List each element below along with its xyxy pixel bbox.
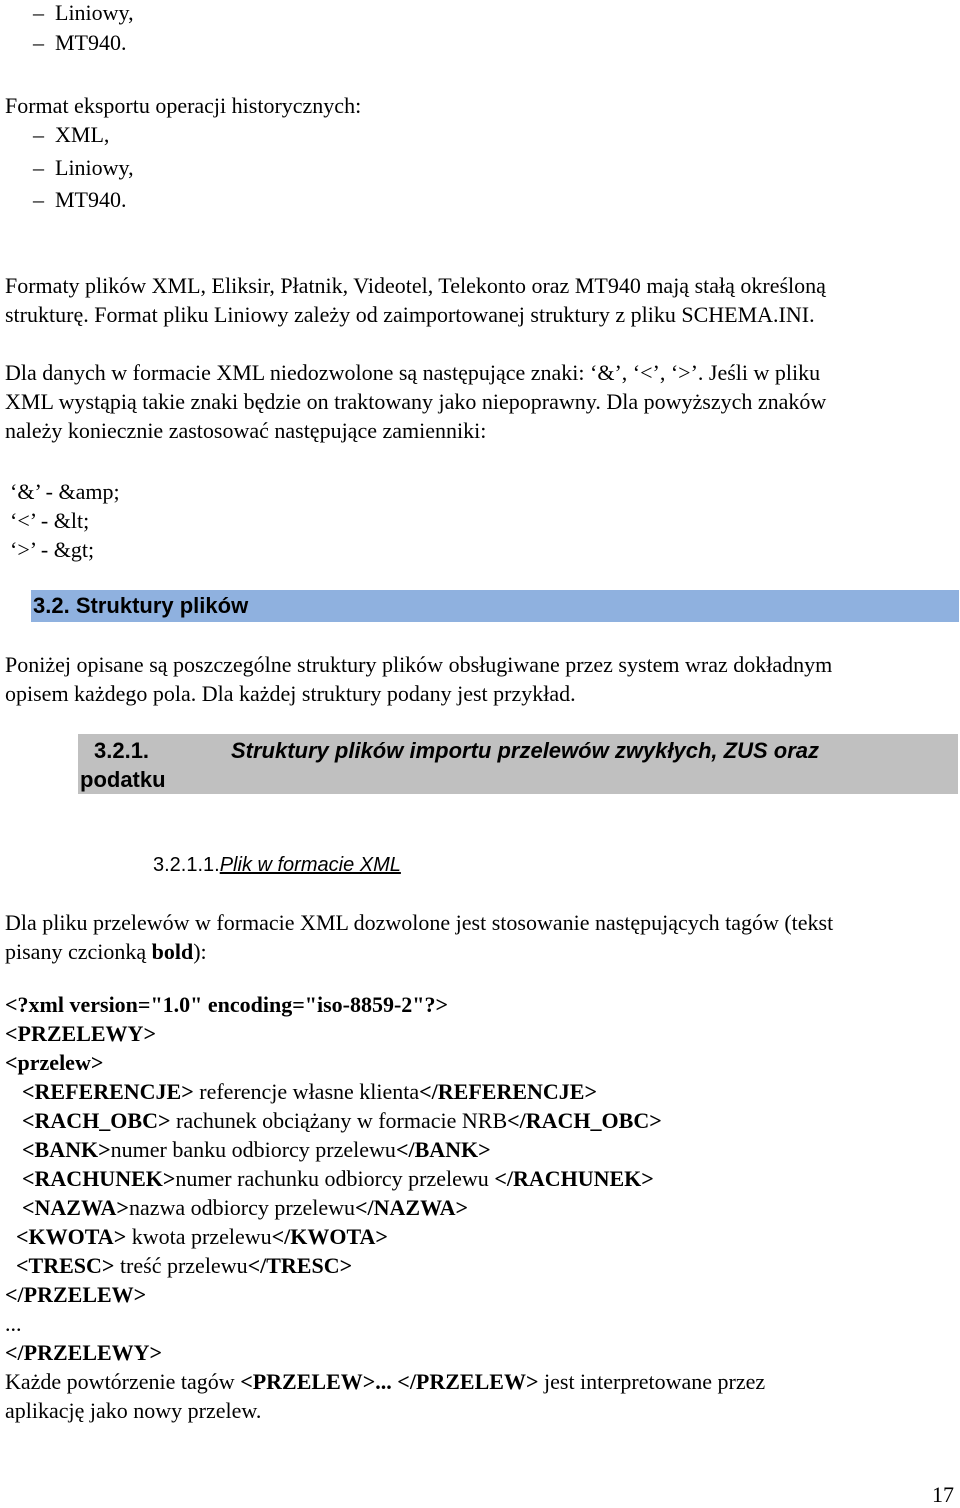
export-heading: Format eksportu operacji historycznych:	[5, 93, 362, 118]
paragraph-line: Każde powtórzenie tagów <PRZELEW>... </PRZELEW> jest interpretowane przez	[5, 1369, 766, 1394]
paragraph-line: pisany czcionką bold):	[5, 939, 207, 964]
paragraph-line: Formaty plików XML, Eliksir, Płatnik, Videotel, Telekonto oraz MT940 mają stałą określoną	[5, 273, 826, 298]
list-item: – Liniowy,	[33, 0, 134, 25]
code-line: <BANK>numer banku odbiorcy przelewu</BANK>	[22, 1137, 491, 1162]
list-item: – MT940.	[33, 187, 127, 212]
paragraph-line: należy koniecznie zastosować następujące zamienniki:	[5, 418, 487, 443]
paragraph-line: aplikację jako nowy przelew.	[5, 1398, 262, 1423]
replacement-item: ‘&’ - &amp;	[10, 479, 120, 504]
subsection-title-continued: podatku	[80, 767, 166, 792]
section-heading: 3.2. Struktury plików	[33, 593, 249, 618]
code-line: ...	[5, 1311, 22, 1336]
paragraph-line: opisem każdego pola. Dla każdej struktury podany jest przykład.	[5, 681, 576, 706]
code-line: </PRZELEWY>	[5, 1340, 163, 1365]
list-item: – Liniowy,	[33, 155, 134, 180]
code-line: <przelew>	[5, 1050, 104, 1075]
paragraph-line: Dla pliku przelewów w formacie XML dozwolone jest stosowanie następujących tagów (tekst	[5, 910, 834, 935]
subsubsection-heading: 3.2.1.1.Plik w formacie XML	[153, 854, 401, 876]
list-item: – XML,	[33, 122, 110, 147]
code-line: <NAZWA>nazwa odbiorcy przelewu</NAZWA>	[22, 1195, 469, 1220]
subsection-title: Struktury plików importu przelewów zwykłych, ZUS oraz	[231, 738, 819, 763]
list-item: – MT940.	[33, 30, 127, 55]
code-line: </PRZELEW>	[5, 1282, 147, 1307]
page-number: 17	[932, 1482, 954, 1507]
paragraph-line: Dla danych w formacie XML niedozwolone są następujące znaki: ‘&’, ‘<’, ‘>’. Jeśli w pliku	[5, 360, 821, 385]
paragraph-line: XML wystąpią takie znaki będzie on traktowany jako niepoprawny. Dla powyższych znaków	[5, 389, 827, 414]
code-line: <PRZELEWY>	[5, 1021, 156, 1046]
code-line: <RACH_OBC> rachunek obciążany w formacie NRB</RACH_OBC>	[22, 1108, 662, 1133]
paragraph-line: Poniżej opisane są poszczególne struktury plików obsługiwane przez system wraz dokładnym	[5, 652, 833, 677]
code-line: <?xml version="1.0" encoding="iso-8859-2"?>	[5, 992, 449, 1017]
code-line: <RACHUNEK>numer rachunku odbiorcy przelewu </RACHUNEK>	[22, 1166, 654, 1191]
subsection-number: 3.2.1.	[94, 738, 150, 763]
replacement-item: ‘>’ - &gt;	[10, 537, 95, 562]
code-line: <TRESC> treść przelewu</TRESC>	[16, 1253, 353, 1278]
paragraph-line: strukturę. Format pliku Liniowy zależy od zaimportowanej struktury z pliku SCHEMA.INI.	[5, 302, 815, 327]
code-line: <REFERENCJE> referencje własne klienta</REFERENCJE>	[22, 1079, 598, 1104]
code-line: <KWOTA> kwota przelewu</KWOTA>	[16, 1224, 388, 1249]
replacement-item: ‘<’ - &lt;	[10, 508, 90, 533]
